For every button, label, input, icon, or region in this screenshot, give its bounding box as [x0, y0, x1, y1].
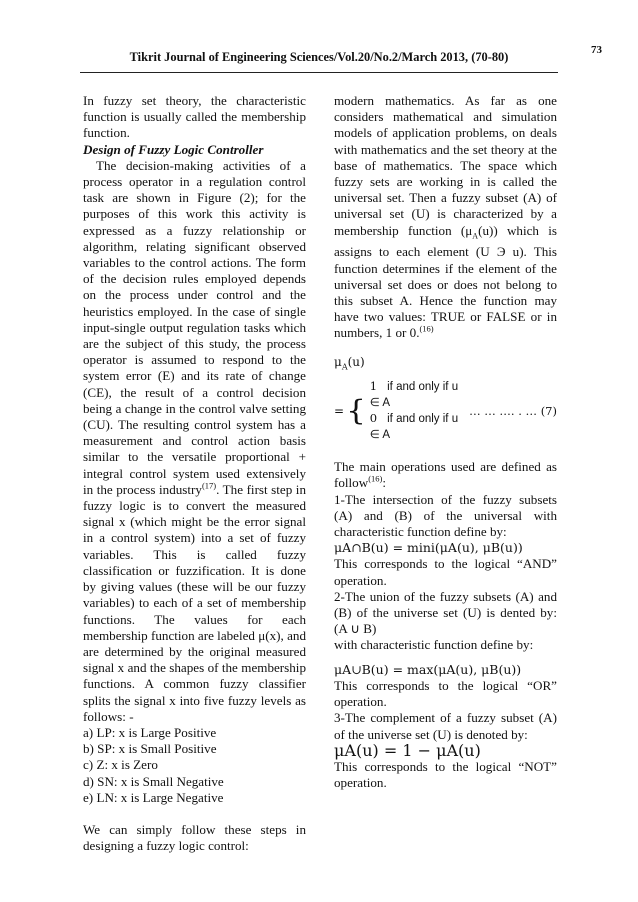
- union-formula: μA∪B(u) = max(μA(u), μB(u)): [334, 661, 522, 677]
- left-brace: {: [346, 395, 366, 428]
- equation-7: [334, 354, 557, 444]
- ops-text: The main operations used are defined as follow: [334, 459, 557, 491]
- list-item: e) LN: x is Large Negative: [83, 789, 224, 805]
- intro-paragraph: In fuzzy set theory, the characteristic function is usually called the membership function.: [83, 93, 306, 141]
- body-paragraph: [83, 158, 306, 725]
- case-value: 0: [369, 411, 378, 426]
- case-condition: if and only if u ∈ A: [369, 381, 459, 410]
- list-item: b) SP: x is Small Positive: [83, 741, 217, 757]
- ops-colon: :: [382, 475, 386, 491]
- reference-16: (16): [419, 324, 434, 335]
- closing-paragraph: We can simply follow these steps in designing a fuzzy logic control:: [83, 821, 306, 854]
- operations-intro: [334, 459, 557, 491]
- not-paragraph: This corresponds to the logical “NOT” operation.: [334, 758, 557, 791]
- union-paragraph: 2-The union of the fuzzy subsets (A) and (B) of the universe set (U) is dented by: (A ∪ B): [334, 588, 557, 637]
- equation-number: … … …. . … (7): [469, 404, 557, 419]
- subscript-a: A: [472, 231, 479, 241]
- list-item: c) Z: x is Zero: [83, 757, 158, 773]
- complement-paragraph: 3-The complement of a fuzzy subset (A) of the universe set (U) is denoted by:: [334, 710, 557, 742]
- and-paragraph: This corresponds to the logical “AND” operation.: [334, 556, 557, 588]
- complement-formula: μA(u) = 1 − μA(u): [334, 740, 481, 760]
- body-paragraph: [334, 93, 557, 342]
- union-paragraph-2: with characteristic function define by:: [334, 637, 534, 653]
- left-column: [83, 93, 306, 854]
- list-item: d) SN: x is Small Negative: [83, 773, 224, 789]
- right-column: [334, 93, 557, 791]
- paragraph-text-cont: . The first step in fuzzy logic is to convert the measured signal x (which might be the error signal in a control system) into a set of fuzzy variables. This is called fuzzy classification or fuzzification. It is done by giving values (these will be our fuzzy variables) to each of a set of membership functions. The values for each membership function are labeled μ(x), and are determined by the original measured signal x and the shapes of the membership functions. A common fuzzy classifier splits the signal x into five fuzzy levels as follows: -: [83, 481, 306, 724]
- list-item: a) LP: x is Large Positive: [83, 724, 217, 740]
- reference-17: (17): [201, 480, 217, 491]
- eq-cases: [370, 379, 463, 443]
- or-paragraph: This corresponds to the logical “OR” operation.: [334, 677, 557, 710]
- paragraph-text: The decision-making activities of a process operator in a regulation control task are shown in Figure (2); for the purposes of this work this activity is expressed as a fuzzy relationship or algorithm, relating significant observed variables to the control actions. The form of the decision rules employed depends on the process under control and the heuristics employed. In the case of single input-single output regulation tasks which are the subject of this study, the process operator is assumed to respond to the system error (E) and its rate of change (CE), the result of a control decision being a change in the control valve setting (CU). The resulting control system has a measurement and control action basis similar to the versatile proportional + integral control system used extensively in the process industry: [83, 157, 306, 497]
- section-heading: Design of Fuzzy Logic Controller: [83, 141, 264, 157]
- case-value: 1: [369, 379, 378, 394]
- paragraph-text: modern mathematics. As far as one considers mathematical and simulation models of application problems, on deals with mathematics and the set theory at the base of mathematics. The space which fuzzy sets are working in is called the universal set. Then a fuzzy subset (A) of universal set (U) is characterized by a membership function (μ: [334, 93, 557, 238]
- reference-16: (16): [368, 474, 383, 485]
- eq-equals: =: [334, 404, 345, 419]
- eq-arg: (u): [347, 354, 365, 369]
- paragraph-text-cont: (u)) which is assigns to each element (U Э u). This function determines if the element of the universal set does or does not belong to this subset A. Hence the function may have two values: TRUE or FALSE or in numbers, 1 or 0.: [334, 222, 557, 341]
- eq-mu: μ: [334, 354, 342, 369]
- page-number: 73: [591, 44, 602, 56]
- intersection-paragraph: 1-The intersection of the fuzzy subsets (A) and (B) of the universal with characteristic function define by:: [334, 491, 557, 540]
- eq-sub: A: [341, 362, 348, 372]
- journal-header: Tikrit Journal of Engineering Sciences/Vol.20/No.2/March 2013, (70-80): [80, 50, 558, 73]
- intersection-formula: μA∩B(u) = mini(μA(u), μB(u)): [334, 540, 523, 556]
- case-condition: if and only if u ∈ A: [369, 413, 459, 442]
